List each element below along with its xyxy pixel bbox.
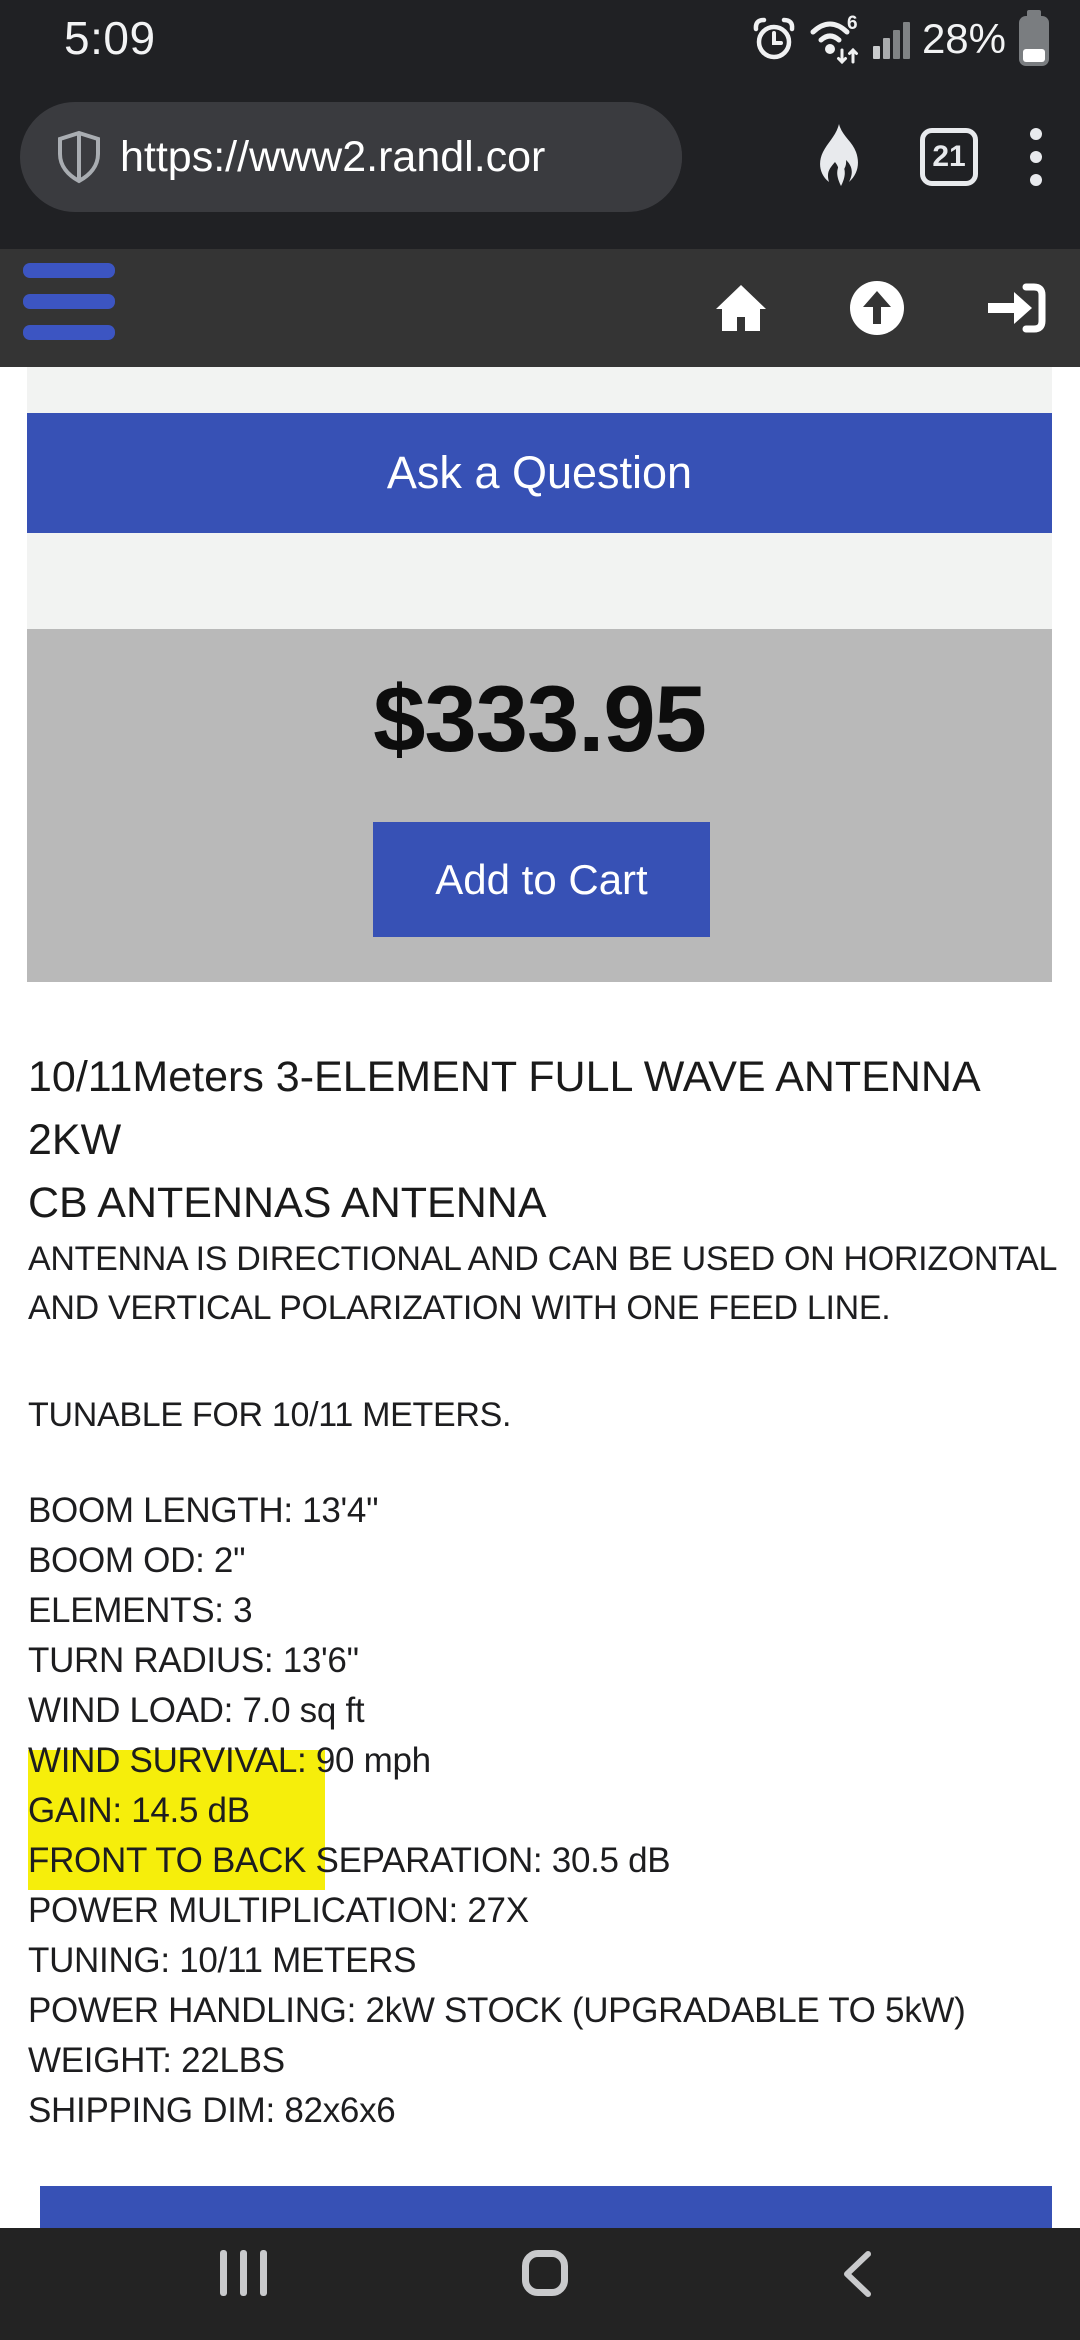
- url-bar[interactable]: [20, 102, 682, 212]
- product-title: [28, 1046, 1068, 1235]
- status-bar: [0, 0, 1080, 78]
- ask-question-button[interactable]: [27, 413, 1052, 533]
- spec-power-multiplication: POWER MULTIPLICATION: 27X: [28, 1891, 529, 1930]
- menu-kebab-icon[interactable]: [1030, 128, 1042, 186]
- add-to-cart-label: Add to Cart: [435, 855, 648, 903]
- sign-in-icon[interactable]: [986, 282, 1046, 334]
- site-header-icons: [714, 249, 1046, 367]
- shield-icon[interactable]: [56, 129, 102, 185]
- spec-elements: ELEMENTS: 3: [28, 1591, 253, 1630]
- product-title-line2: CB ANTENNAS ANTENNA: [28, 1179, 547, 1227]
- hamburger-menu-icon[interactable]: [23, 263, 115, 351]
- spec-gain: GAIN: 14.5 dB: [28, 1791, 250, 1830]
- price-panel: [27, 629, 1052, 982]
- spec-boom-length: BOOM LENGTH: 13'4": [28, 1491, 379, 1530]
- svg-text:6: 6: [846, 13, 858, 34]
- tab-count-button[interactable]: [920, 128, 978, 186]
- spec-shipping-dim: SHIPPING DIM: 82x6x6: [28, 2091, 396, 2130]
- status-icons: [751, 0, 1050, 78]
- flame-icon[interactable]: [814, 124, 868, 190]
- recents-icon[interactable]: [220, 2250, 267, 2296]
- battery-icon: [1018, 10, 1050, 68]
- spec-front-to-back: FRONT TO BACK SEPARATION: 30.5 dB: [28, 1841, 671, 1880]
- partially-visible-button[interactable]: [40, 2186, 1052, 2228]
- tunable-note: TUNABLE FOR 10/11 METERS.: [28, 1396, 512, 1434]
- home-icon[interactable]: [714, 283, 768, 333]
- spec-tuning: TUNING: 10/11 METERS: [28, 1941, 417, 1980]
- spec-turn-radius: TURN RADIUS: 13'6": [28, 1641, 359, 1680]
- battery-percent: 28%: [921, 15, 1006, 62]
- spec-list: [28, 1486, 1068, 2136]
- alarm-icon: [751, 16, 797, 62]
- signal-strength-icon: [873, 19, 910, 59]
- product-description: ANTENNA IS DIRECTIONAL AND CAN BE USED ON HORIZONTAL AND VERTICAL POLARIZATION WITH ONE FEED LINE.: [28, 1240, 1056, 1327]
- url-text[interactable]: https://www2.randl.cor: [120, 133, 546, 181]
- back-icon[interactable]: [840, 2250, 872, 2298]
- browser-actions: [700, 102, 1080, 212]
- url-text-fade: [612, 102, 682, 212]
- product-price: $333.95: [373, 666, 706, 771]
- home-nav-icon[interactable]: [522, 2250, 568, 2296]
- spec-power-handling: POWER HANDLING: 2kW STOCK (UPGRADABLE TO 5kW): [28, 1991, 966, 2030]
- tab-count: 21: [932, 140, 966, 173]
- site-header: [0, 249, 1080, 367]
- spec-boom-od: BOOM OD: 2": [28, 1541, 246, 1580]
- browser-chrome: [0, 0, 1080, 249]
- ask-question-label: Ask a Question: [386, 447, 693, 498]
- upload-arrow-icon[interactable]: [848, 279, 906, 337]
- spec-wind-survival: WIND SURVIVAL: 90 mph: [28, 1741, 431, 1780]
- wifi6-icon: [809, 13, 861, 65]
- clock-time: 5:09: [64, 12, 156, 64]
- add-to-cart-button[interactable]: [373, 822, 710, 937]
- android-nav-bar: [0, 2228, 1080, 2340]
- spec-wind-load: WIND LOAD: 7.0 sq ft: [28, 1691, 365, 1730]
- spec-weight: WEIGHT: 22LBS: [28, 2041, 285, 2080]
- product-title-line1: 10/11Meters 3-ELEMENT FULL WAVE ANTENNA 2KW: [28, 1053, 979, 1164]
